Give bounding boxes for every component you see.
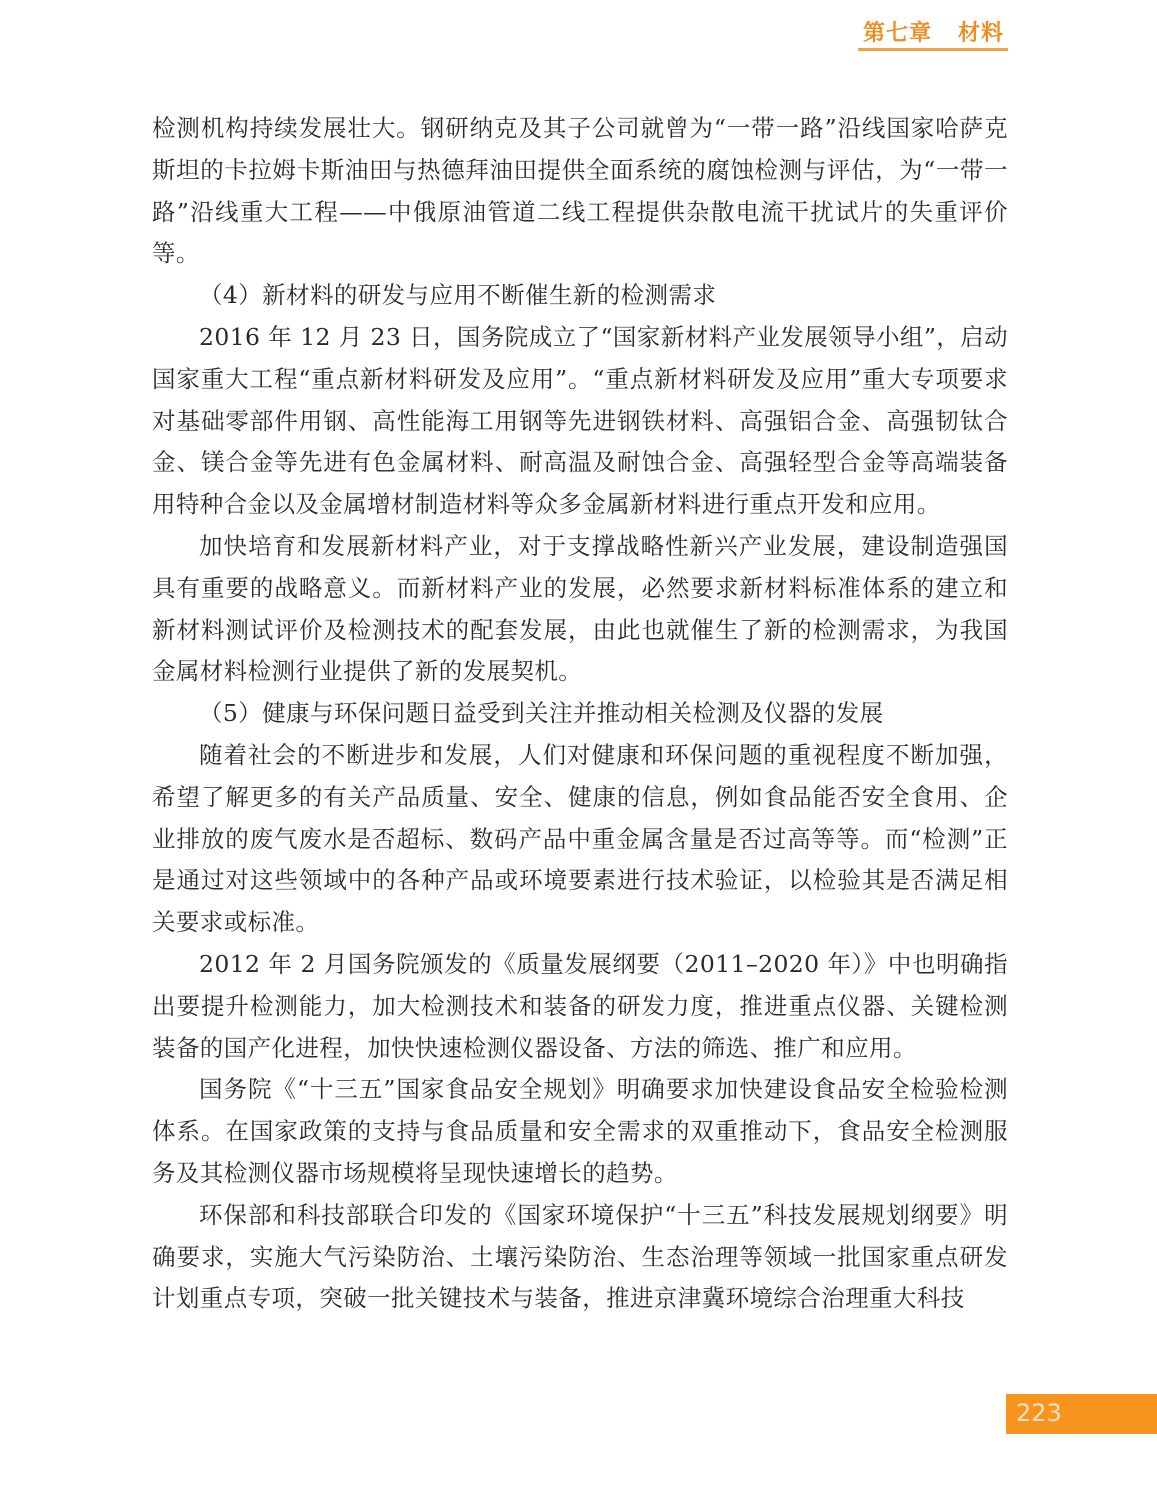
chapter-header <box>858 14 1008 54</box>
page-number-badge <box>1006 1394 1157 1434</box>
paragraph: 2012 年 2 月国务院颁发的《质量发展纲要（2011–2020 年）》中也明确指出要提升检测能力，加大检测技术和装备的研发力度，推进重点仪器、关键检测装备的国产化进程，加快快速检测仪器设备、方法的筛选、推广和应用。 <box>152 949 1008 1062</box>
section-heading-5: （5）健康与环保问题日益受到关注并推动相关检测及仪器的发展 <box>199 699 884 728</box>
paragraph-continued: 检测机构持续发展壮大。钢研纳克及其子公司就曾为“一带一路”沿线国家哈萨克斯坦的卡拉姆卡斯油田与热德拜油田提供全面系统的腐蚀检测与评估，为“一带一路”沿线重大工程——中俄原油管道二线工程提供杂散电流干扰试片的失重评价等。 <box>152 114 1008 268</box>
section-heading-4: （4）新材料的研发与应用不断催生新的检测需求 <box>199 281 717 310</box>
paragraph: 2016 年 12 月 23 日，国务院成立了“国家新材料产业发展领导小组”，启动国家重大工程“重点新材料研发及应用”。“重点新材料研发及应用”重大专项要求对基础零部件用钢、高性能海工用钢等先进钢铁材料、高强铝合金、高强韧钛合金、镁合金等先进有色金属材料、耐高温及耐蚀合金、高强轻型合金等高端装备用特种合金以及金属增材制造材料等众多金属新材料进行重点开发和应用。 <box>152 322 1008 519</box>
paragraph: 随着社会的不断进步和发展，人们对健康和环保问题的重视程度不断加强，希望了解更多的有关产品质量、安全、健康的信息，例如食品能否安全食用、企业排放的废气废水是否超标、数码产品中重金属含量是否过高等等。而“检测”正是通过对这些领域中的各种产品或环境要素进行技术验证，以检验其是否满足相关要求或标准。 <box>152 740 1008 937</box>
paragraph: 环保部和科技部联合印发的《国家环境保护“十三五”科技发展规划纲要》明确要求，实施大气污染防治、土壤污染防治、生态治理等领域一批国家重点研发计划重点专项，突破一批关键技术与装备，推进京津冀环境综合治理重大科技 <box>152 1200 1008 1313</box>
body-text <box>152 108 1008 1320</box>
chapter-title: 第七章 材料 <box>863 21 1004 46</box>
page-number: 223 <box>1016 1399 1062 1427</box>
paragraph: 加快培育和发展新材料产业，对于支撑战略性新兴产业发展，建设制造强国具有重要的战略意义。而新材料产业的发展，必然要求新材料标准体系的建立和新材料测试评价及检测技术的配套发展，由此也就催生了新的检测需求，为我国金属材料检测行业提供了新的发展契机。 <box>152 531 1008 686</box>
paragraph: 国务院《“十三五”国家食品安全规划》明确要求加快建设食品安全检验检测体系。在国家政策的支持与食品质量和安全需求的双重推动下，食品安全检测服务及其检测仪器市场规模将呈现快速增长的趋势。 <box>152 1075 1008 1187</box>
header-underline <box>858 48 1008 51</box>
